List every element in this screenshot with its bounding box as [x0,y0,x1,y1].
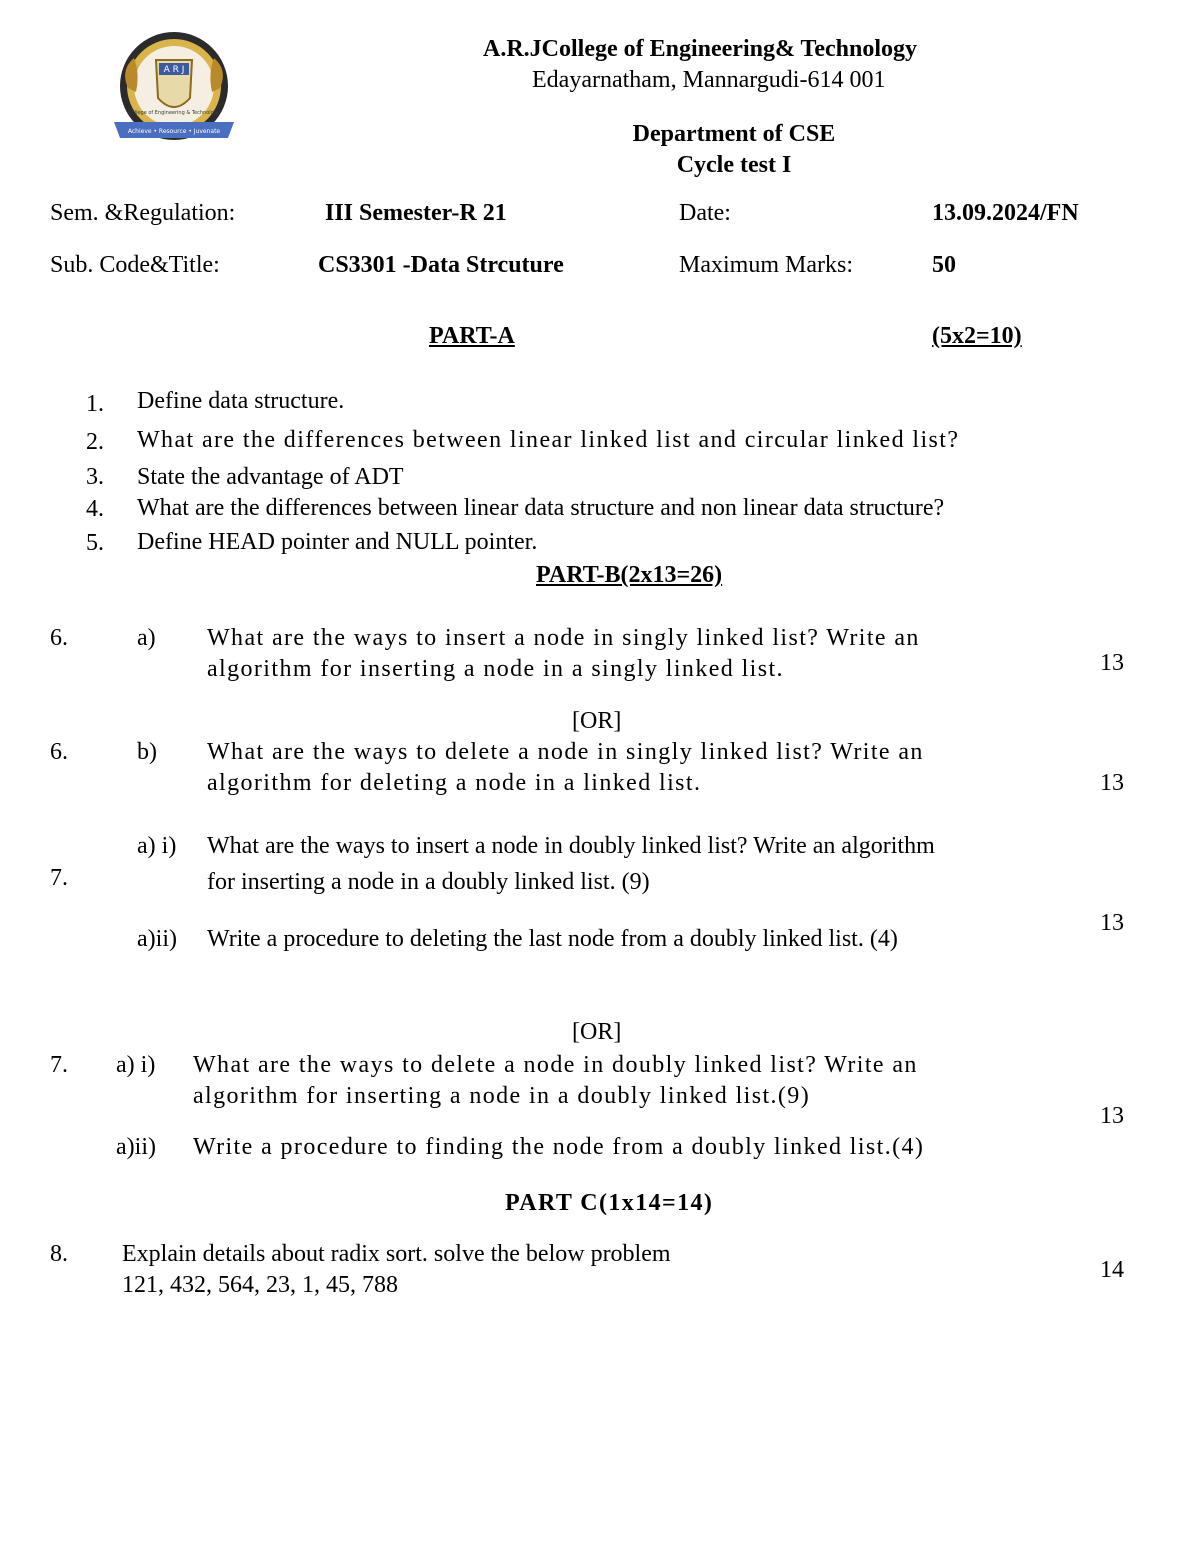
question-text: What are the ways to delete a node in singly linked list? Write an [207,739,924,765]
subject-label: Sub. Code&Title: [50,252,220,278]
question-text: Define data structure. [137,388,345,414]
question-number: 4. [86,496,104,522]
question-text: Define HEAD pointer and NULL pointer. [137,529,538,555]
question-marks: 13 [1100,910,1124,936]
sub-question-label: b) [137,739,157,765]
date-value: 13.09.2024/FN [932,200,1079,226]
or-divider: [OR] [572,708,622,734]
marks-value: 50 [932,252,956,278]
question-number: 2. [86,429,104,455]
question-number: 1. [86,391,104,417]
question-number: 7. [50,1052,68,1078]
question-number: 6. [50,625,68,651]
question-text: algorithm for inserting a node in a doubly linked list.(9) [193,1083,811,1109]
question-marks: 14 [1100,1257,1124,1283]
marks-label: Maximum Marks: [679,252,853,278]
question-text: Write a procedure to finding the node from a doubly linked list.(4) [193,1134,925,1160]
part-c-title: PART C(1x14=14) [505,1190,714,1216]
date-label: Date: [679,200,731,226]
question-marks: 13 [1100,1103,1124,1129]
question-text: algorithm for inserting a node in a singly linked list. [207,656,784,682]
part-a-marks: (5x2=10) [932,323,1022,349]
logo-ribbon-text: College of Engineering & Technology [128,110,220,116]
question-text: What are the differences between linear data structure and non linear data structure? [137,495,945,521]
college-name: A.R.JCollege of Engineering& Technology [483,36,918,62]
sem-value: III Semester-R 21 [325,200,507,226]
college-logo [106,30,242,152]
question-text: Write a procedure to deleting the last node from a doubly linked list. (4) [207,926,898,952]
question-text: 121, 432, 564, 23, 1, 45, 788 [122,1272,398,1298]
sub-question-label: a) i) [137,833,177,859]
question-text: What are the ways to insert a node in doubly linked list? Write an algorithm [207,833,935,859]
question-text: State the advantage of ADT [137,464,404,490]
question-number: 7. [50,865,68,891]
or-divider: [OR] [572,1019,622,1045]
question-text: What are the differences between linear linked list and circular linked list? [137,427,960,453]
logo-emblem-text: A R J [163,65,185,75]
sub-question-label: a)ii) [116,1134,156,1160]
question-text: What are the ways to insert a node in singly linked list? Write an [207,625,920,651]
part-b-title: PART-B(2x13=26) [536,562,723,588]
question-text: algorithm for deleting a node in a linked list. [207,770,702,796]
part-a-title: PART-A [429,323,515,349]
department-title: Department of CSE [632,121,836,147]
question-number: 6. [50,739,68,765]
logo-motto: Achieve • Resource • Juvenate [127,128,221,135]
question-number: 5. [86,530,104,556]
question-number: 3. [86,464,104,490]
subject-value: CS3301 -Data Strcuture [318,252,564,278]
college-address: Edayarnatham, Mannargudi-614 001 [532,67,886,93]
question-number: 8. [50,1241,68,1267]
question-marks: 13 [1100,770,1124,796]
question-text: What are the ways to delete a node in doubly linked list? Write an [193,1052,918,1078]
sub-question-label: a)ii) [137,926,177,952]
sub-question-label: a) i) [116,1052,156,1078]
question-text: for inserting a node in a doubly linked list. (9) [207,869,650,895]
sem-label: Sem. &Regulation: [50,200,236,226]
question-text: Explain details about radix sort. solve the below problem [122,1241,671,1267]
sub-question-label: a) [137,625,156,651]
question-marks: 13 [1100,650,1124,676]
test-title: Cycle test I [676,152,792,178]
